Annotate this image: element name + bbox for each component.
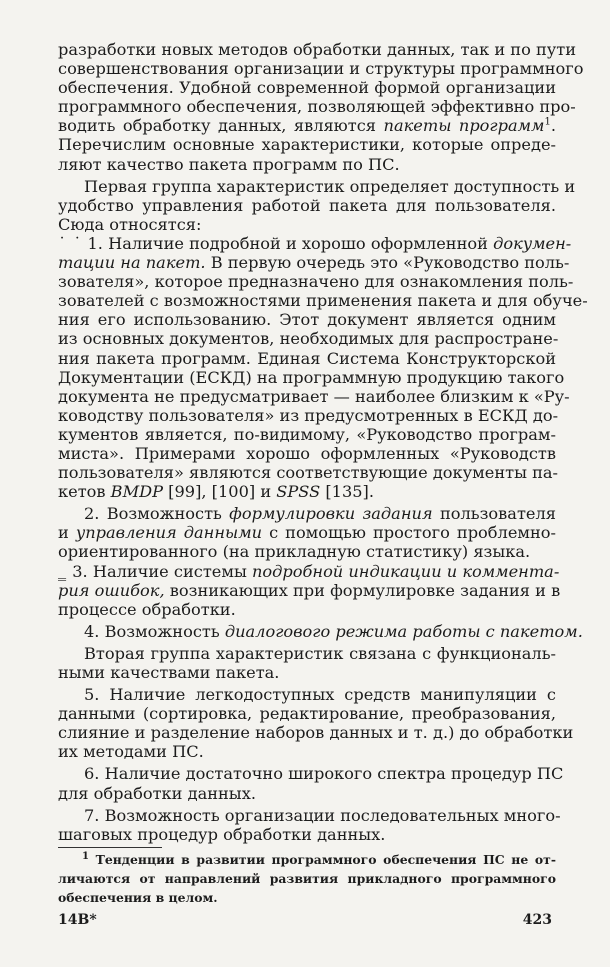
text-line: зователей с возможностями применения пакета и для обуче- [58, 291, 588, 311]
text-line: ляют качество пакета программ по ПС. [58, 154, 400, 174]
footnote-divider [58, 847, 162, 848]
footnote-line: обеспечения в целом. [58, 890, 218, 906]
footnote-marker: 1 [82, 850, 89, 862]
text-line: ния пакета программ. Единая Система Конструкторской [58, 348, 556, 368]
main-text [58, 40, 588, 844]
text-line: 6. Наличие достаточно широкого спектра процедур ПС [84, 764, 564, 784]
text-line: из основных документов, необходимых для распростране- [58, 329, 559, 349]
text-line: данными (сортировка, редактирование, преобразования, [58, 704, 556, 724]
text-line: ˙ ˙ 1. Наличие подробной и хорошо оформленной докумен- [58, 233, 572, 253]
text-line: миста». Примерами хорошо оформленных «Руководств [58, 443, 556, 463]
footnote-line: $^1$ Тенденции в развитии программного обеспечения ПС не от- [82, 850, 556, 867]
text-line: Вторая группа характеристик связана с функциональ- [84, 643, 556, 663]
term-italic: управления данными [75, 523, 263, 543]
text-line: их методами ПС. [58, 742, 204, 762]
text-line: ния его использованию. Этот документ является одним [58, 310, 556, 330]
term-italic: пакеты программ [383, 116, 545, 136]
footnote-line: личаются от направлений развития прикладного программного [58, 871, 556, 887]
text-line: кументов является, по-видимому, «Руководство програм- [58, 424, 556, 444]
text-line: 7. Возможность организации последовательных много- [84, 805, 561, 825]
text-line: шаговых процедур обработки данных. [58, 824, 386, 844]
text-line: Сюда относятся: [58, 214, 202, 234]
text-line: 5. Наличие легкодоступных средств манипуляции с [84, 685, 556, 705]
text-line: для обработки данных. [58, 783, 256, 803]
term-italic: тации на пакет. [58, 253, 206, 273]
text-line: разработки новых методов обработки данных, так и по пути [58, 40, 577, 59]
text-line: Документации (ЕСКД) на программную продукцию такого [58, 367, 565, 387]
text-line: тации на пакет. В первую очередь это «Руководство поль- [58, 253, 570, 273]
text-line: 4. Возможность диалогового режима работы с пакетом. [84, 621, 583, 641]
text-line: удобство управления работой пакета для пользователя. [58, 195, 556, 215]
footnote [58, 852, 556, 909]
page-number: 423 [522, 912, 552, 928]
term-italic: рия ошибок, [58, 580, 165, 600]
text-line: зователя», которое предназначено для ознакомления поль- [58, 272, 574, 292]
term-italic: подробной индикации и коммента- [251, 561, 560, 581]
text-line: программного обеспечения, позволяющей эффективно про- [58, 97, 576, 117]
margin-mark: ˙ ˙ [58, 233, 83, 253]
text-line: слияние и разделение наборов данных и т. д.) до обработки [58, 723, 574, 743]
margin-mark: ‗ [58, 561, 68, 581]
text-line: процессе обработки. [58, 599, 236, 619]
term-italic: диалогового режима работы с пакетом. [224, 621, 583, 641]
text-line: ориентированного (на прикладную статистику) языка. [58, 542, 531, 562]
text-line: Перечислим основные характеристики, которые опреде- [58, 135, 556, 155]
term-italic: формулировки задания [229, 504, 433, 524]
text-line: ными качествами пакета. [58, 663, 280, 682]
text-line: рия ошибок, возникающих при формулировке задания и в [58, 580, 561, 600]
text-line: водить обработку данных, являются пакеты программ$^1$. [58, 116, 556, 136]
term-italic: докумен- [493, 233, 572, 253]
text-line: кетов BMDP [99], [100] и SPSS [135]. [58, 482, 375, 502]
text-line: документа не предусматривает — наиболее близким к «Ру- [58, 386, 570, 406]
package-name: SPSS [276, 482, 321, 502]
text-line: и управления данными с помощью простого проблемно- [58, 523, 557, 543]
text-line: 2. Возможность формулировки задания пользователя [84, 504, 556, 524]
text-line: обеспечения. Удобной современной формой организации [58, 78, 556, 98]
text-line: пользователя» являются соответствующие документы па- [58, 463, 559, 483]
text-line: ‗ 3. Наличие системы подробной индикации и коммента- [58, 561, 560, 581]
package-name: BMDP [110, 482, 164, 502]
footnote-ref: 1 [544, 116, 551, 128]
text-line: совершенствования организации и структуры программного [58, 59, 584, 79]
signature-mark: 14В* [58, 912, 97, 928]
text-line: Первая группа характеристик определяет доступность и [84, 176, 576, 196]
text-line: ководству пользователя» из предусмотренных в ЕСКД до- [58, 405, 559, 425]
